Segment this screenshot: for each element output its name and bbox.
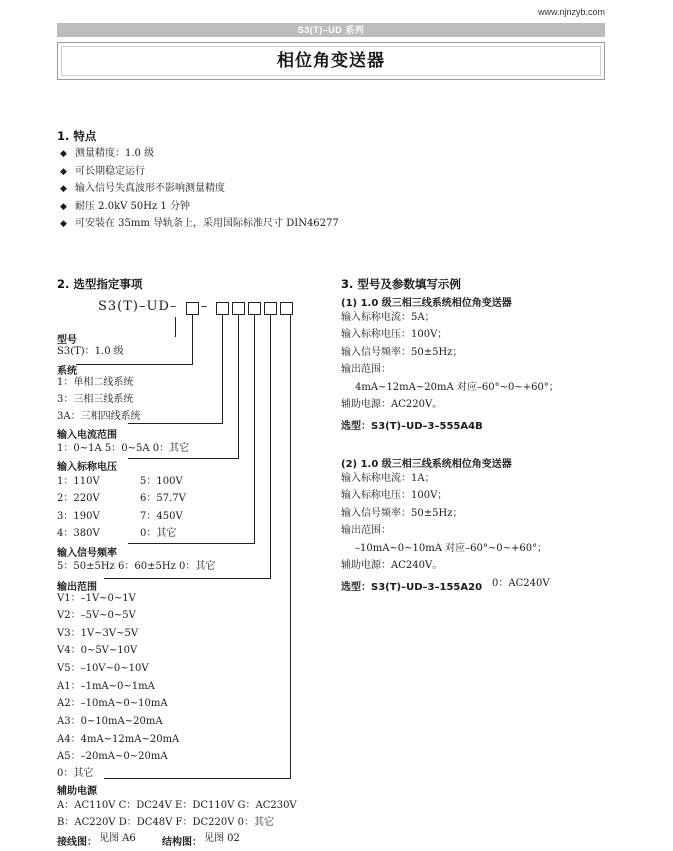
- example-text: 输入标称电压：100V；: [341, 490, 448, 501]
- page-title: 相位角变送器: [61, 46, 601, 76]
- example-text: 输入标称电压：100V；: [341, 329, 448, 340]
- option-text: V2：–5V~0~5V: [57, 610, 136, 621]
- feature-item: 可长期稳定运行: [75, 165, 145, 177]
- option-text: 3：三相三线系统: [57, 394, 134, 405]
- example-label: (1) 1.0 级三相三线系统相位角变送器: [341, 298, 512, 309]
- example-text: 输入信号频率：50±5Hz；: [341, 346, 463, 358]
- example-label: (2) 1.0 级三相三线系统相位角变送器: [341, 459, 512, 470]
- example-label: 选型：S3(T)–UD–3–555A4B: [341, 420, 483, 432]
- series-banner: S3(T)–UD 系列: [57, 23, 605, 37]
- feature-item: 测量精度：1.0 级: [75, 148, 155, 159]
- connector-output-h: [104, 578, 271, 579]
- connector-voltage-h: [128, 458, 239, 459]
- connector-power-v: [290, 315, 291, 778]
- option-text: 1：0~1A 5：0~5A 0：其它: [57, 443, 190, 454]
- example-text: 输出范围：: [341, 364, 391, 375]
- model-code-prefix: S3(T)–UD–: [98, 299, 178, 314]
- option-text: A1：–1mA~0~1mA: [57, 681, 155, 692]
- field-label: 结构图：: [162, 837, 202, 848]
- option-text: B：AC220V D：DC48V F：DC220V 0：其它: [57, 817, 274, 828]
- option-text-secondary: 5：100V: [140, 476, 183, 487]
- diamond-bullet-icon: ◆: [60, 201, 67, 212]
- model-code-dash: –: [201, 299, 209, 314]
- field-label: 输出范围: [57, 582, 97, 593]
- feature-item: 耐压 2.0kV 50Hz 1 分钟: [75, 200, 190, 212]
- code-box-frequency: [248, 302, 261, 315]
- option-text-secondary: 见图 02: [204, 833, 240, 844]
- option-text-secondary: 6：57.7V: [140, 493, 186, 504]
- connector-model: [175, 317, 176, 337]
- examples-heading: 3. 型号及参数填写示例: [341, 277, 461, 291]
- diamond-bullet-icon: ◆: [60, 166, 67, 177]
- field-label: 型号: [57, 335, 77, 346]
- code-box-output: [264, 302, 277, 315]
- option-text: 3：190V: [57, 511, 100, 522]
- example-text: 辅助电源：AC220V。: [341, 399, 443, 410]
- option-text-secondary: 见图 A6: [99, 833, 136, 844]
- feature-item: 输入信号失真波形不影响测量精度: [75, 183, 225, 194]
- option-text: 1：单相二线系统: [57, 377, 134, 388]
- option-text-secondary: 0：其它: [140, 528, 177, 539]
- example-text: 输出范围：: [341, 525, 391, 536]
- connector-frequency-h: [128, 543, 255, 544]
- option-text: 1：110V: [57, 476, 100, 487]
- connector-power-h: [104, 778, 291, 779]
- option-text: S3(T)：1.0 级: [57, 346, 124, 357]
- field-label: 接线图：: [57, 837, 97, 848]
- connector-current-h: [128, 423, 223, 424]
- code-box-power: [280, 302, 293, 315]
- example-text: –10mA~0~10mA 对应–60°~0~+60°；: [355, 542, 548, 554]
- example-text: 输入信号频率：50±5Hz；: [341, 507, 463, 519]
- option-text: A4：4mA~12mA~20mA: [57, 734, 180, 745]
- option-text: A2：–10mA~0~10mA: [57, 698, 168, 709]
- features-heading: 1. 特点: [57, 129, 97, 143]
- field-label: 输入标称电压: [57, 462, 117, 473]
- option-text: 3A：三相四线系统: [57, 411, 141, 422]
- option-text: 4：380V: [57, 528, 100, 539]
- option-text: V3：1V~3V~5V: [57, 628, 139, 639]
- diamond-bullet-icon: ◆: [60, 219, 67, 229]
- connector-current-v: [222, 315, 223, 423]
- website-url: www.njnzyb.com: [538, 7, 606, 17]
- example-text: 辅助电源：AC240V。: [341, 560, 443, 571]
- diamond-bullet-icon: ◆: [60, 184, 67, 194]
- example-text: 输入标称电流：1A；: [341, 472, 435, 484]
- connector-system-v: [192, 315, 193, 364]
- option-text-secondary: 7：450V: [140, 511, 183, 522]
- option-text: 5：50±5Hz 6：60±5Hz 0：其它: [57, 561, 216, 572]
- field-label: 输入电流范围: [57, 430, 117, 441]
- connector-frequency-v: [254, 315, 255, 543]
- option-text: 0：其它: [57, 768, 94, 779]
- selection-heading: 2. 选型指定事项: [57, 277, 143, 291]
- connector-output-v: [270, 315, 271, 578]
- example-label: 选型：S3(T)–UD–3–155A20: [341, 581, 483, 593]
- option-text: A3：0~10mA~20mA: [57, 716, 163, 727]
- title-box: [57, 42, 605, 80]
- option-text: A：AC110V C：DC24V E：DC110V G：AC230V: [57, 800, 297, 811]
- code-box-current: [216, 302, 229, 315]
- example-text-secondary: 0：AC240V: [492, 577, 550, 589]
- field-label: 系统: [57, 366, 77, 377]
- connector-system-h: [76, 364, 193, 365]
- option-text: A5：–20mA~0~20mA: [57, 751, 168, 762]
- code-box-system: [186, 302, 199, 315]
- option-text: V5：–10V~0~10V: [57, 663, 149, 674]
- option-text: 2：220V: [57, 493, 100, 504]
- code-box-voltage: [232, 302, 245, 315]
- example-text: 输入标称电流：5A；: [341, 311, 435, 323]
- example-text: 4mA~12mA~20mA 对应–60°~0~+60°；: [355, 381, 559, 393]
- diamond-bullet-icon: ◆: [60, 149, 67, 159]
- option-text: V4：0~5V~10V: [57, 645, 138, 656]
- feature-item: 可安装在 35mm 导轨条上，采用国际标准尺寸 DIN46277: [75, 218, 339, 229]
- connector-voltage-v: [238, 315, 239, 458]
- field-label: 输入信号频率: [57, 548, 117, 559]
- option-text: V1：–1V~0~1V: [57, 593, 136, 604]
- field-label: 辅助电源: [57, 786, 97, 797]
